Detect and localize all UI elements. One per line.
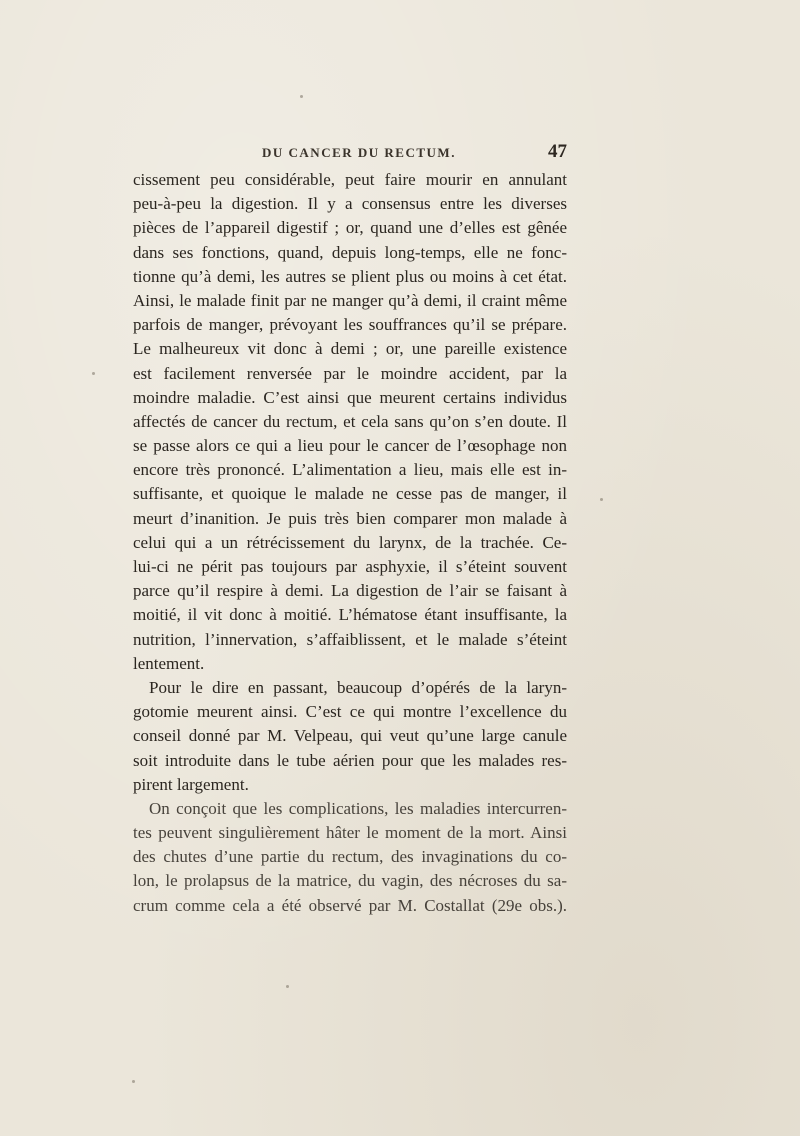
text-line: celui qui a un rétrécissement du larynx, de la trachée. Ce- <box>133 532 567 552</box>
text-line: Le malheureux vit donc à demi ; or, une pareille existence <box>133 339 567 359</box>
text-line: se passe alors ce qui a lieu pour le cancer de l’œsophage non <box>133 436 567 456</box>
text-line: dans ses fonctions, quand, depuis long-temps, elle ne fonc- <box>133 242 567 262</box>
text-line: pirent largement. <box>133 774 249 794</box>
text-line: tionne qu’à demi, les autres se plient plus ou moins à cet état. <box>133 266 567 286</box>
text-line: Pour le dire en passant, beaucoup d’opérés de la laryn- <box>149 677 567 697</box>
page-number: 47 <box>548 141 567 162</box>
text-line: soit introduite dans le tube aérien pour que les malades res- <box>133 750 567 770</box>
text-line: encore très prononcé. L’alimentation a lieu, mais elle est in- <box>133 460 567 480</box>
text-line: conseil donné par M. Velpeau, qui veut qu’une large canule <box>133 726 567 746</box>
text-line: parfois de manger, prévoyant les souffrances qu’il se prépare. <box>133 315 567 335</box>
paper-speck <box>92 372 95 375</box>
text-line: est facilement renversée par le moindre accident, par la <box>133 363 567 383</box>
paper-speck <box>132 1080 135 1083</box>
text-line: parce qu’il respire à demi. La digestion de l’air se faisant à <box>133 581 567 601</box>
text-line: Ainsi, le malade finit par ne manger qu’à demi, il craint même <box>133 290 567 310</box>
paper-speck <box>286 985 289 988</box>
text-line: gotomie meurent ainsi. C’est ce qui montre l’excellence du <box>133 702 567 722</box>
text-line: suffisante, et quoique le malade ne cesse pas de manger, il <box>133 484 567 504</box>
text-line: lui-ci ne périt pas toujours par asphyxie, il s’éteint souvent <box>133 557 567 576</box>
text-line: affectés de cancer du rectum, et cela sans qu’on s’en doute. Il <box>133 411 567 431</box>
text-line: nutrition, l’innervation, s’affaiblissent, et le malade s’éteint <box>133 629 567 649</box>
page-header <box>0 141 800 165</box>
text-line: peu-à-peu la digestion. Il y a consensus entre les diverses <box>133 194 567 214</box>
running-title: DU CANCER DU RECTUM. <box>262 145 456 160</box>
paper-speck <box>300 95 303 98</box>
text-line: moindre maladie. C’est ainsi que meurent certains individus <box>133 387 567 407</box>
text-line: des chutes d’une partie du rectum, des invaginations du co- <box>133 847 567 867</box>
text-line: meurt d’inanition. Je puis très bien comparer mon malade à <box>133 508 567 528</box>
paper-speck <box>600 498 603 501</box>
text-line: lentement. <box>133 653 205 673</box>
text-line: lon, le prolapsus de la matrice, du vagin, des nécroses du sa- <box>133 871 567 891</box>
body-text <box>133 168 567 918</box>
text-line: pièces de l’appareil digestif ; or, quand une d’elles est gênée <box>133 218 567 238</box>
text-line: crum comme cela a été observé par M. Costallat (29e obs.). <box>133 895 567 915</box>
text-line: On conçoit que les complications, les maladies intercurren- <box>149 798 567 818</box>
text-line: tes peuvent singulièrement hâter le moment de la mort. Ainsi <box>133 823 567 843</box>
text-line: cissement peu considérable, peut faire mourir en annulant <box>133 170 567 189</box>
text-line: moitié, il vit donc à moitié. L’hématose étant insuffisante, la <box>133 605 567 625</box>
